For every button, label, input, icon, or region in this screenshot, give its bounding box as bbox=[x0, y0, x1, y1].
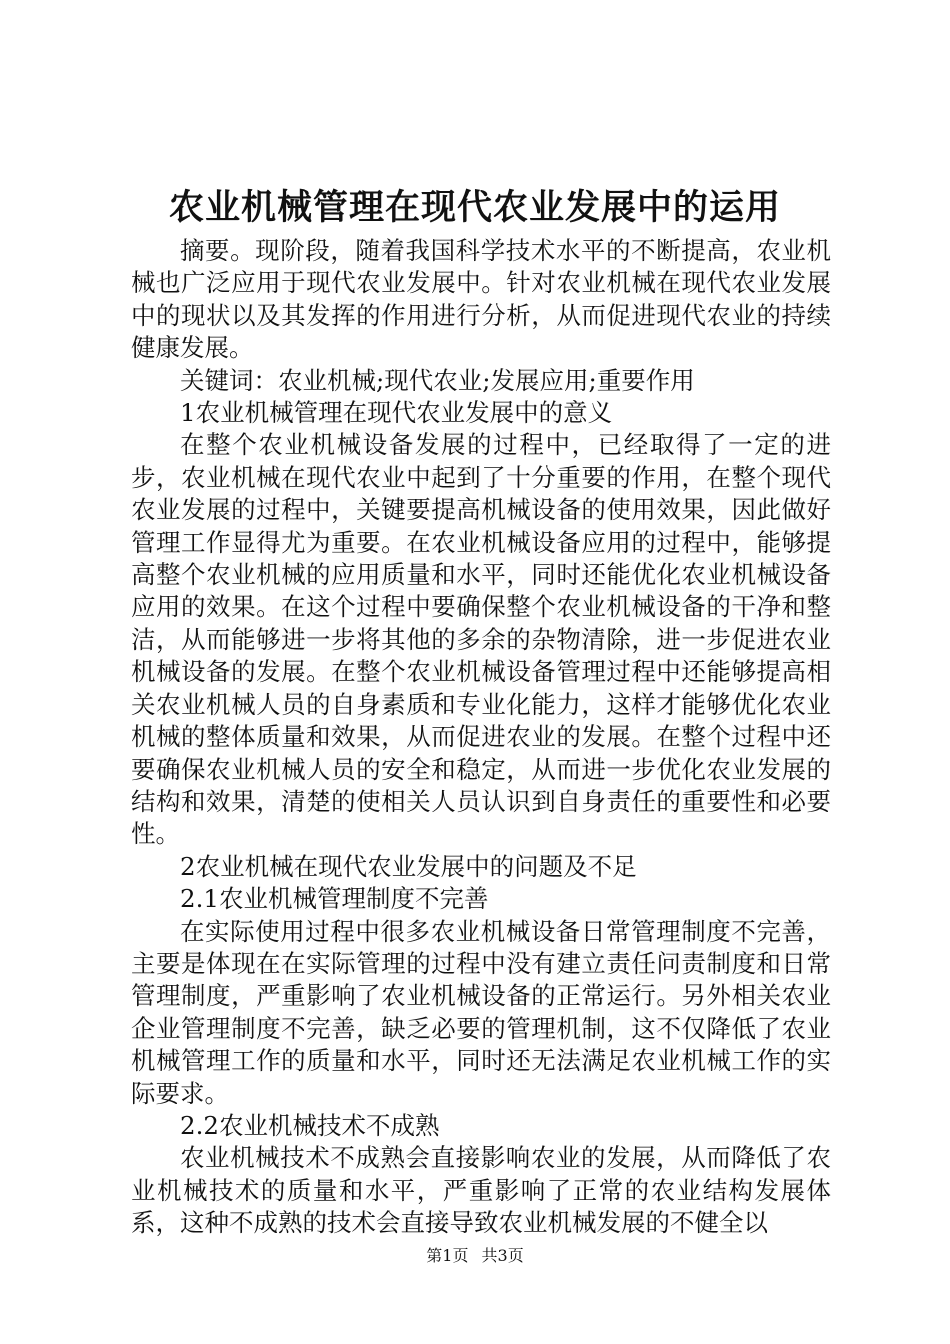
page-footer bbox=[0, 1245, 950, 1267]
body-paragraph: 农业机械技术不成熟会直接影响农业的发展，从而降低了农业机械技术的质量和水平，严重影响了正常的农业结构发展体系，这种不成熟的技术会直接导致农业机械发展的不健全以 bbox=[131, 1143, 831, 1238]
page-number: 第1页 bbox=[426, 1246, 469, 1265]
document-title: 农业机械管理在现代农业发展中的运用 bbox=[168, 188, 781, 228]
subsection-heading-2-2: 2.2农业机械技术不成熟 bbox=[180, 1110, 440, 1140]
abstract-paragraph: 摘要。现阶段，随着我国科学技术水平的不断提高，农业机械也广泛应用于现代农业发展中。针对农业机械在现代农业发展中的现状以及其发挥的作用进行分析，从而促进现代农业的持续健康发展。 bbox=[131, 236, 831, 363]
page-total: 共3页 bbox=[481, 1246, 524, 1265]
body-paragraph: 在整个农业机械设备发展的过程中，已经取得了一定的进步，农业机械在现代农业中起到了十分重要的作用，在整个现代农业发展的过程中，关键要提高机械设备的使用效果，因此做好管理工作显得尤为重要。在农业机械设备应用的过程中，能够提高整个农业机械的应用质量和水平，同时还能优化农业机械设备应用的效果。在这个过程中要确保整个农业机械设备的干净和整洁，从而能够进一步将其他的多余的杂物清除，进一步促进农业机械设备的发展。在整个农业机械设备管理过程中还能够提高相关农业机械人员的自身素质和专业化能力，这样才能够优化农业机械的整体质量和效果，从而促进农业的发展。在整个过程中还要确保农业机械人员的安全和稳定，从而进一步优化农业发展的结构和效果，清楚的使相关人员认识到自身责任的重要性和必要性。 bbox=[131, 430, 831, 849]
body-paragraph: 在实际使用过程中很多农业机械设备日常管理制度不完善，主要是体现在在实际管理的过程中没有建立责任问责制度和日常管理制度，严重影响了农业机械设备的正常运行。另外相关农业企业管理制度不完善，缺乏必要的管理机制，这不仅降低了农业机械管理工作的质量和水平，同时还无法满足农业机械工作的实际要求。 bbox=[131, 916, 831, 1108]
section-heading-2: 2农业机械在现代农业发展中的问题及不足 bbox=[180, 851, 637, 881]
keywords-paragraph: 关键词：农业机械;现代农业;发展应用;重要作用 bbox=[180, 365, 695, 395]
subsection-heading-2-1: 2.1农业机械管理制度不完善 bbox=[180, 884, 489, 914]
document-body bbox=[131, 235, 831, 1240]
section-heading-1: 1农业机械管理在现代农业发展中的意义 bbox=[180, 398, 613, 428]
